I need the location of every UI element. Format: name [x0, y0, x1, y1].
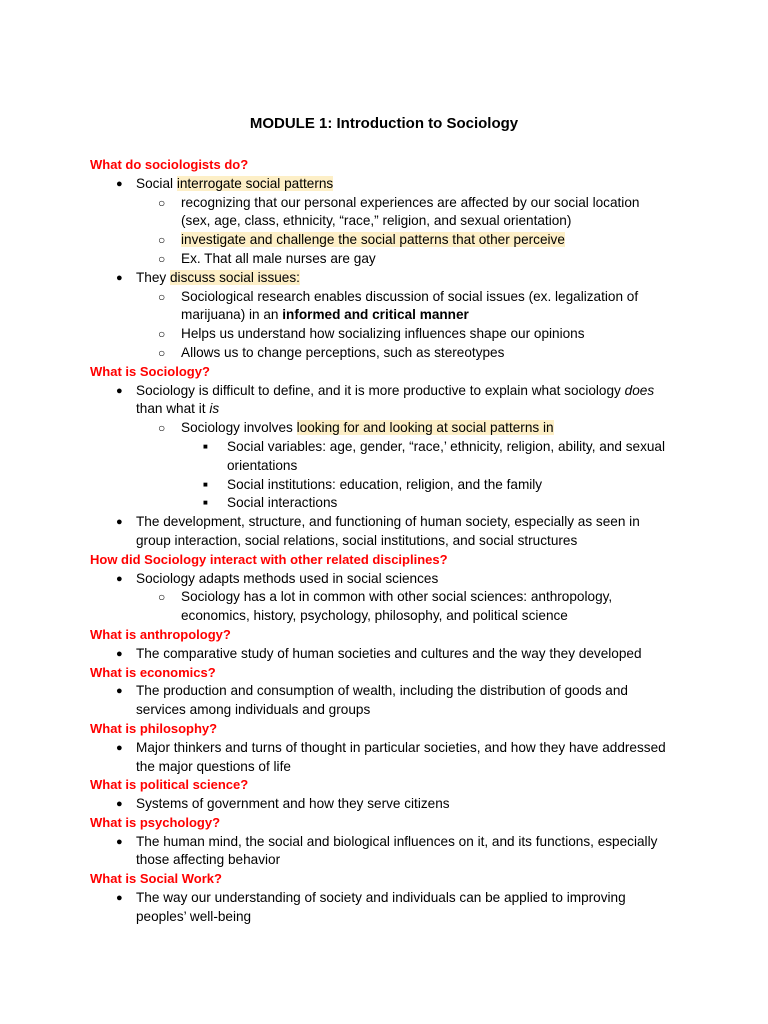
circle-bullet-icon: ○ [158, 345, 166, 360]
disc-bullet-icon: ● [116, 685, 123, 698]
highlighted-text: discuss social issues: [170, 269, 300, 285]
circle-bullet-icon: ○ [158, 590, 166, 605]
disc-bullet-icon: ● [116, 647, 123, 660]
heading-what-sociologists-do: What do sociologists do? [90, 157, 249, 172]
circle-bullet-icon: ○ [158, 421, 166, 436]
disc-bullet-icon: ● [116, 177, 123, 190]
heading-what-is-sociology: What is Sociology? [90, 363, 210, 379]
circle-bullet-icon: ○ [158, 327, 166, 342]
disc-bullet-icon: ● [116, 384, 123, 397]
page-title: MODULE 1: Introduction to Sociology [249, 115, 519, 132]
document-body [90, 156, 690, 927]
list-item: ● The production and consumption of wealth, including the distribution of goods and services among individuals and groups [116, 683, 628, 718]
list-item [90, 231, 690, 250]
heading-economics: What is economics? [90, 664, 216, 680]
list-item: ○ Sociology has a lot in common with other social sciences: anthropology, economics, history, psychology, philosophy, and political science [158, 589, 613, 624]
highlighted-text: looking for and looking at social patterns in [296, 420, 554, 436]
list-item: ● The comparative study of human societies and cultures and the way they developed [90, 645, 690, 664]
list-item: ○ Allows us to change perceptions, such as stereotypes [90, 344, 690, 363]
list-item: ● The human mind, the social and biological influences on it, and its functions, especially those affecting behavior [116, 833, 658, 868]
list-item: ○ recognizing that our personal experiences are affected by our social location (sex, age, class, ethnicity, “race,” religion, and sexual orientation) [158, 194, 640, 229]
list-item: ● Major thinkers and turns of thought in particular societies, and how they have addressed the major questions of life [116, 739, 666, 774]
circle-bullet-icon: ○ [158, 233, 166, 248]
disc-bullet-icon: ● [116, 572, 123, 585]
list-item: ● The way our understanding of society and individuals can be applied to improving peoples’ well-being [116, 890, 626, 924]
circle-bullet-icon: ○ [158, 289, 166, 304]
list-item: ○ Sociological research enables discussion of social issues (ex. legalization of marijuana) in an informed and critical manner [158, 288, 639, 323]
highlighted-text: interrogate social patterns [176, 175, 334, 191]
highlighted-text: investigate and challenge the social patterns that other perceive [181, 232, 565, 248]
list-item: ● They discuss social issues: [90, 269, 690, 288]
list-item: ■ Social variables: age, gender, “race,’ ethnicity, religion, ability, and sexual orientations [203, 438, 666, 473]
square-bullet-icon: ■ [203, 498, 208, 508]
disc-bullet-icon: ● [116, 892, 123, 905]
disc-bullet-icon: ● [116, 741, 123, 754]
circle-bullet-icon: ○ [158, 195, 166, 210]
square-bullet-icon: ■ [203, 441, 208, 451]
disc-bullet-icon: ● [116, 835, 123, 848]
heading-philosophy: What is philosophy? [90, 720, 218, 736]
square-bullet-icon: ■ [203, 479, 208, 489]
disc-bullet-icon: ● [116, 271, 123, 284]
list-item: ● Social interrogate social patterns [90, 175, 690, 194]
heading-anthropology: What is anthropology? [90, 626, 231, 642]
list-item: ■ Social institutions: education, religion, and the family [90, 476, 690, 495]
disc-bullet-icon: ● [116, 516, 123, 529]
list-item: ● The development, structure, and functioning of human society, especially as seen in group interaction, social relations, social institutions, and social structures [116, 514, 640, 548]
list-item: ○ Sociology involves looking for and looking at social patterns in [90, 419, 690, 438]
heading-psychology: What is psychology? [90, 814, 221, 830]
list-item: ● Sociology is difficult to define, and it is more productive to explain what sociology does than what it is [116, 382, 655, 417]
list-item: ○ Helps us understand how socializing influences shape our opinions [90, 325, 690, 344]
list-item: ○ Ex. That all male nurses are gay [90, 250, 690, 269]
list-item: ■ Social interactions [90, 494, 690, 513]
disc-bullet-icon: ● [116, 798, 123, 811]
heading-social-work: What is Social Work? [90, 871, 222, 887]
list-item: ● Systems of government and how they serve citizens [90, 795, 690, 814]
list-item: ● Sociology adapts methods used in social sciences [90, 570, 690, 589]
circle-bullet-icon: ○ [158, 251, 166, 266]
heading-political-science: What is political science? [90, 777, 249, 793]
heading-related-disciplines: How did Sociology interact with other related disciplines? [90, 551, 448, 567]
